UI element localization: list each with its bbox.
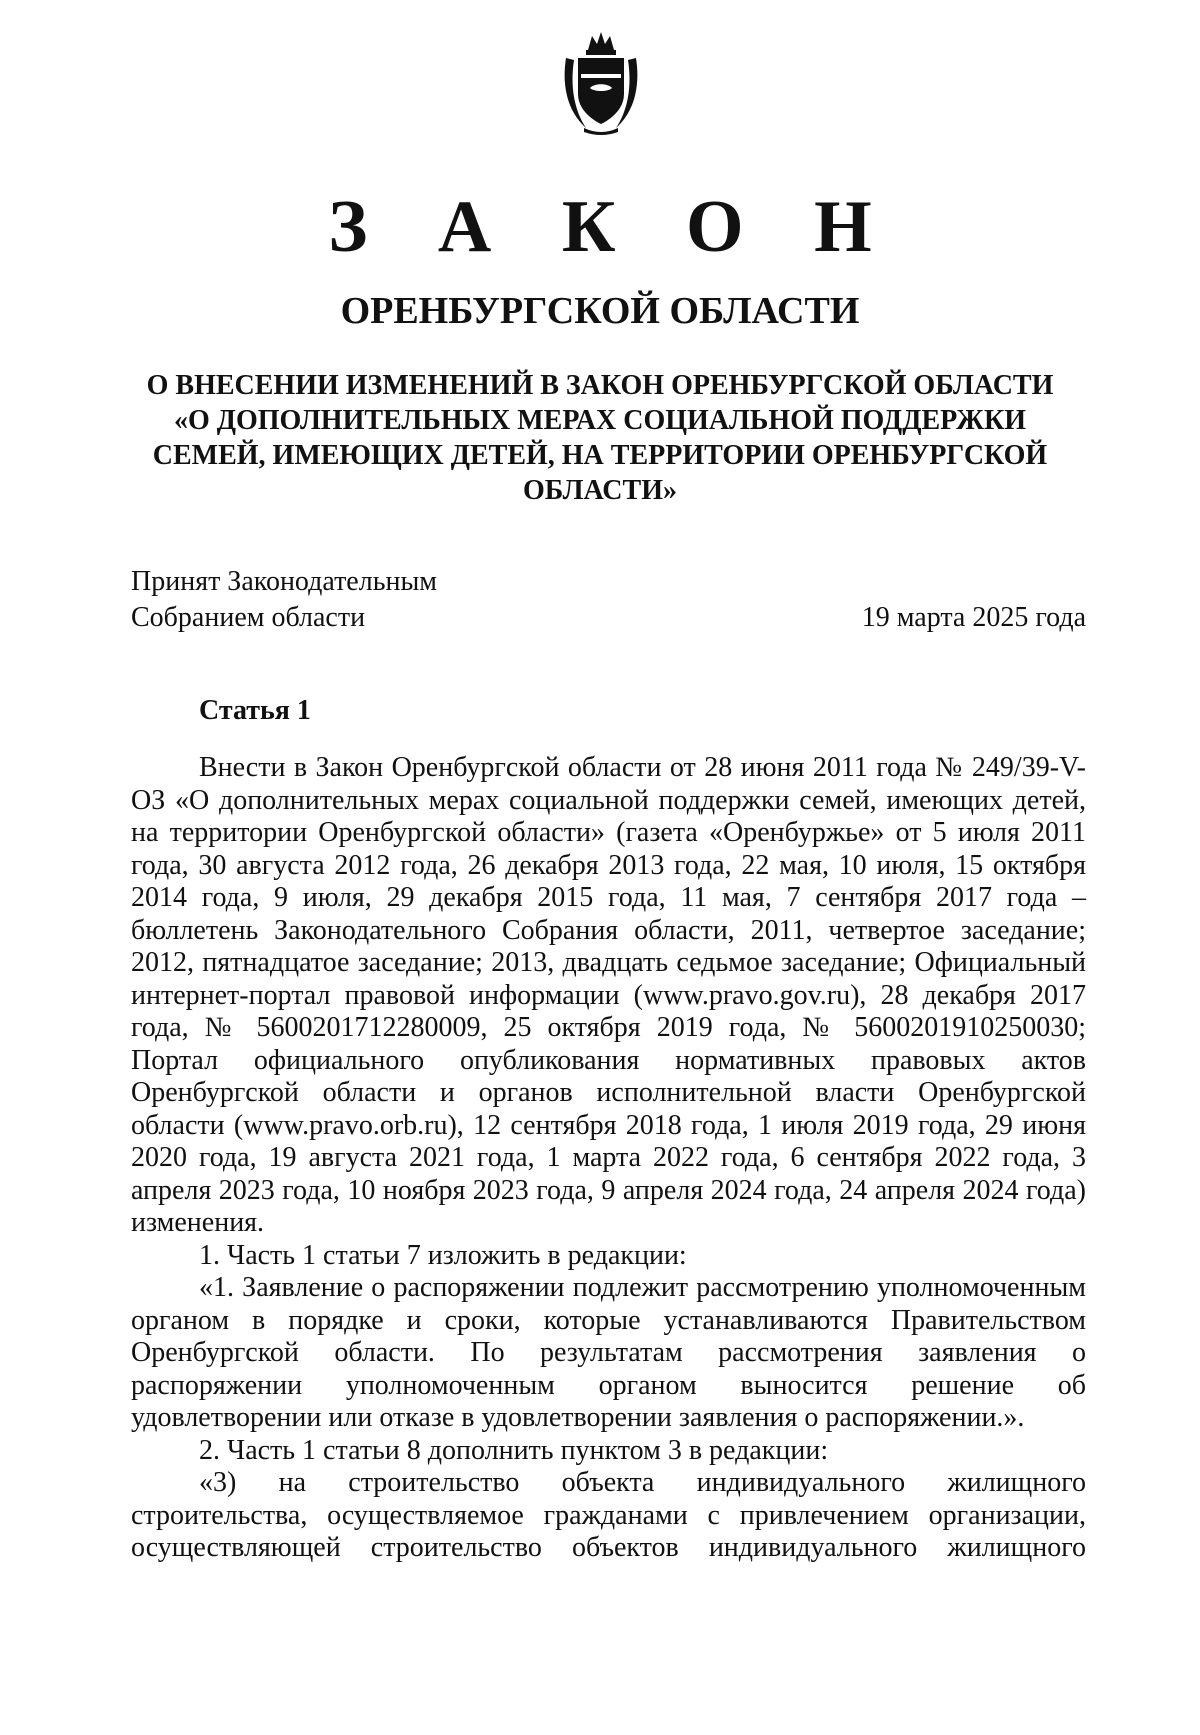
article-heading: Статья 1 <box>199 695 311 726</box>
article-paragraph: «1. Заявление о распоряжении подлежит рассмотрению уполномоченным органом в порядке и сроки, которые устанавливаются Правительством Оренбургской области. По результатам рассмотрения заявления о распоряжении уполномоченным органом выносится решение об удовлетворении или отказе в удовлетворении заявления о распоряжении.». <box>131 1272 1086 1433</box>
document-region: ОРЕНБУРГСКОЙ ОБЛАСТИ <box>340 290 860 332</box>
article-paragraph: 1. Часть 1 статьи 7 изложить в редакции: <box>199 1239 687 1271</box>
adoption-block <box>131 564 1086 636</box>
article-paragraph: Внести в Закон Оренбургской области от 28 июня 2011 года № 249/39-V-ОЗ «О дополнительных мерах социальной поддержки семей, имеющих детей, на территории Оренбургской области» (газета «Оренбуржье» от 5 июля 2011 года, 30 августа 2012 года, 26 декабря 2013 года, 22 мая, 10 июля, 15 октября 2014 года, 9 июля, 29 декабря 2015 года, 11 мая, 7 сентября 2017 года – бюллетень Законодательного Собрания области, 2011, четвертое заседание; 2012, пятнадцатое заседание; 2013, двадцать седьмое заседание; Официальный интернет-портал правовой информации (www.pravo.gov.ru), 28 декабря 2017 года, № 5600201712280009, 25 октября 2019 года, № 5600201910250030; Портал официального опубликования нормативных правовых актов Оренбургской области и органов исполнительной власти Оренбургской области (www.pravo.orb.ru), 12 сентября 2018 года, 1 июля 2019 года, 29 июня 2020 года, 19 августа 2021 года, 1 марта 2022 года, 6 сентября 2022 года, 3 апреля 2023 года, 10 ноября 2023 года, 9 апреля 2024 года, 24 апреля 2024 года) изменения. <box>131 752 1086 1238</box>
subject-line: «О ДОПОЛНИТЕЛЬНЫХ МЕРАХ СОЦИАЛЬНОЙ ПОДДЕРЖКИ <box>173 405 1027 436</box>
subject-line: О ВНЕСЕНИИ ИЗМЕНЕНИЙ В ЗАКОН ОРЕНБУРГСКОЙ ОБЛАСТИ <box>146 370 1054 401</box>
adoption-line: Собранием области <box>131 602 366 633</box>
subject-line: ОБЛАСТИ» <box>523 475 677 506</box>
adoption-line: Принят Законодательным <box>131 566 437 597</box>
article-body <box>131 752 1086 1565</box>
subject-line: СЕМЕЙ, ИМЕЮЩИХ ДЕТЕЙ, НА ТЕРРИТОРИИ ОРЕНБУРГСКОЙ <box>152 440 1048 471</box>
adoption-date: 19 марта 2025 года <box>861 602 1086 633</box>
document-subject <box>120 368 1080 508</box>
article-paragraph: 2. Часть 1 статьи 8 дополнить пунктом 3 в редакции: <box>199 1434 829 1466</box>
coat-of-arms-icon <box>560 28 642 138</box>
article-paragraph: «3) на строительство объекта индивидуального жилищного строительства, осуществляемое гражданами с привлечением организации, осуществляющей строительство объектов индивидуального жилищного <box>131 1467 1086 1563</box>
document-title: З А К О Н <box>328 186 898 268</box>
